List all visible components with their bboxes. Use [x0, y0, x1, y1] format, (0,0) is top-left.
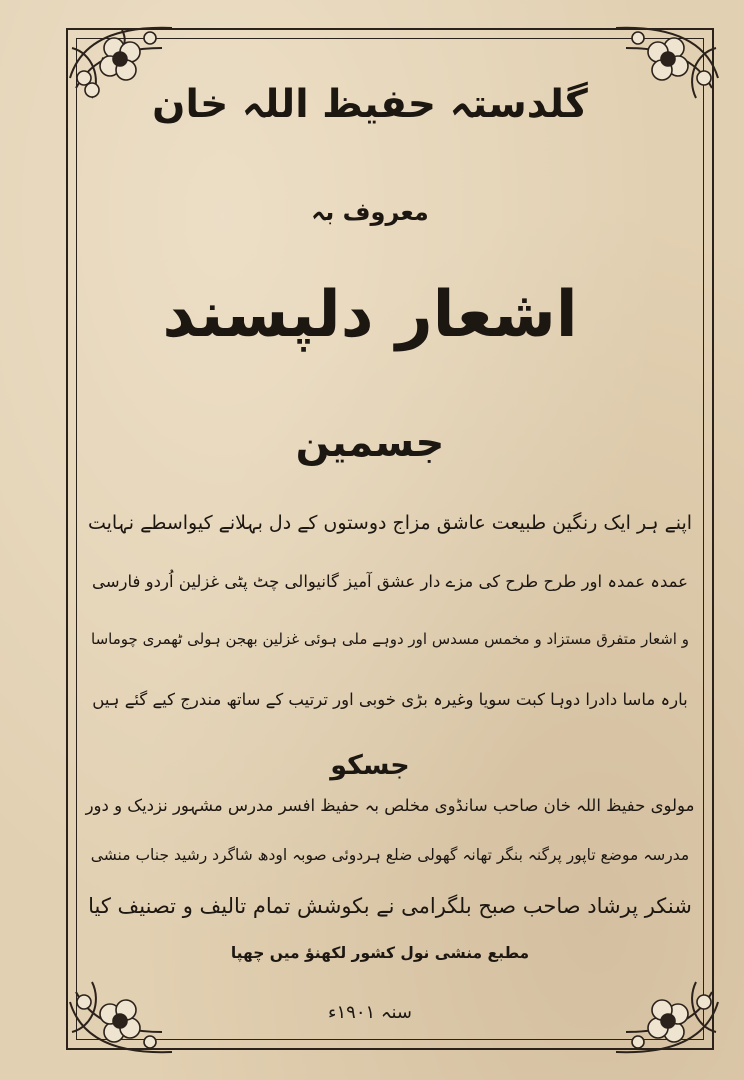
press-imprint: مطبع منشی نول کشور لکھنؤ میں چھپا: [230, 944, 530, 962]
floral-corner-icon: [596, 952, 726, 1062]
inner-border: [76, 38, 704, 1040]
floral-corner-icon: [596, 18, 726, 128]
contents-heading: جسمین: [295, 420, 445, 466]
floral-corner-icon: [62, 952, 192, 1062]
author-line: شنکر پرشاد صاحب صبح بلگرامی نے بکوشش تمام تالیف و تصنیف کیا: [88, 894, 692, 918]
description-line: عمدہ عمدہ اور طرح طرح کی مزے دار عشق آمیز گانیوالی چٹ پٹی غزلین اُردو فارسی: [91, 572, 689, 591]
main-title: اشعار دلپسند: [162, 278, 578, 352]
publication-year: سنہ ۱۹۰۱ء: [328, 1002, 412, 1023]
author-heading: جسکو: [330, 750, 410, 781]
author-line: مولوی حفیظ اللہ خان صاحب سانڈوی مخلص بہ حفیظ افسر مدرس مشہور نزدیک و دور: [85, 796, 695, 815]
author-line: مدرسہ موضع تاپور پرگنہ بنگر تھانہ گھولی ضلع ہردوئی صوبہ اودھ شاگرد رشید جناب منشی: [90, 846, 690, 864]
book-title: گلدستہ حفیظ اللہ خان: [152, 82, 588, 127]
description-line: و اشعار متفرق مستزاد و مخمس مسدس اور دوہے ملی ہوئی غزلین بھجن ہولی ٹھمری چوماسا: [91, 630, 689, 648]
known-as-label: معروف بہ: [311, 198, 429, 226]
description-line: اپنے ہر ایک رنگین طبیعت عاشق مزاج دوستوں کے دل بہلانے کیواسطے نہایت: [87, 512, 693, 534]
description-line: بارہ ماسا دادرا دوہا کبت سویا وغیرہ بڑی خوبی اور ترتیب کے ساتھ مندرج کیے گئے ہیں: [92, 690, 688, 709]
